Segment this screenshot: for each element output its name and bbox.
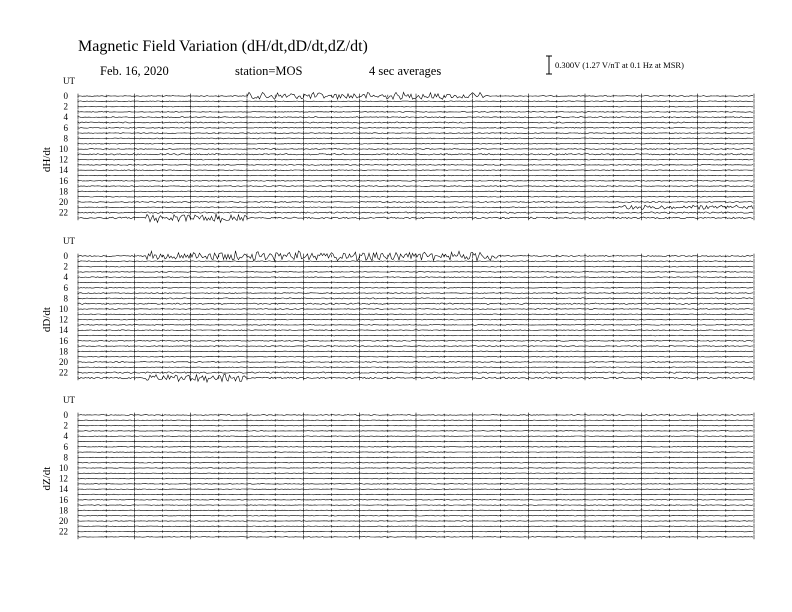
- hour-label: 16: [59, 175, 68, 186]
- trace-line: [78, 447, 753, 448]
- hour-label: 18: [59, 346, 68, 357]
- trace-line: [78, 478, 753, 479]
- trace-line: [78, 261, 753, 262]
- ut-axis-label: UT: [63, 395, 75, 405]
- trace-line: [78, 143, 753, 144]
- trace-line: [78, 186, 753, 187]
- averaging-label: 4 sec averages: [369, 64, 442, 78]
- hour-label: 4: [63, 431, 68, 442]
- hour-label: 12: [59, 154, 68, 165]
- trace-line: [78, 287, 753, 288]
- chart-title: Magnetic Field Variation (dH/dt,dD/dt,dZ/dt): [78, 38, 368, 55]
- trace-line: [78, 505, 753, 506]
- hour-label: 8: [63, 452, 68, 463]
- trace-line: [78, 196, 753, 197]
- hour-label: 2: [63, 101, 68, 112]
- component-axis-label: dD/dt: [41, 307, 53, 333]
- hour-label: 2: [63, 261, 68, 272]
- hour-label: 22: [59, 367, 68, 378]
- component-axis-label: dH/dt: [41, 147, 53, 173]
- trace-line: [78, 272, 753, 273]
- trace-line: [78, 277, 753, 278]
- panel-dD-dt: [41, 236, 754, 382]
- trace-line: [78, 202, 753, 203]
- trace-line: [78, 212, 753, 214]
- hour-label: 0: [63, 410, 68, 420]
- scale-label: 0.300V (1.27 V/nT at 0.1 Hz at MSR): [555, 60, 684, 70]
- trace-line: [78, 325, 753, 326]
- hour-label: 8: [63, 133, 68, 144]
- trace-line: [78, 526, 753, 527]
- trace-line: [78, 92, 753, 99]
- trace-line: [78, 205, 753, 209]
- trace-line: [78, 521, 753, 522]
- panel-dH-dt: [41, 76, 754, 222]
- hour-label: 0: [63, 91, 68, 101]
- ut-axis-label: UT: [63, 236, 75, 246]
- trace-line: [78, 106, 753, 107]
- trace-line: [78, 531, 753, 532]
- trace-line: [78, 298, 753, 299]
- trace-line: [78, 340, 753, 341]
- scale-bar: [546, 56, 552, 74]
- trace-line: [78, 372, 753, 374]
- hour-label: 2: [63, 420, 68, 431]
- trace-line: [78, 319, 753, 320]
- trace-line: [78, 330, 753, 331]
- hour-label: 6: [63, 122, 68, 133]
- trace-line: [78, 484, 753, 485]
- hour-label: 18: [59, 186, 68, 197]
- trace-line: [78, 117, 753, 118]
- trace-line: [78, 500, 753, 501]
- trace-line: [78, 489, 753, 490]
- trace-line: [78, 415, 753, 416]
- hour-label: 20: [59, 516, 68, 526]
- trace-line: [78, 138, 753, 139]
- hour-label: 6: [63, 441, 68, 452]
- trace-line: [78, 282, 753, 283]
- trace-line: [78, 154, 753, 156]
- trace-line: [78, 436, 753, 437]
- hour-label: 18: [59, 505, 68, 516]
- trace-line: [78, 420, 753, 421]
- hour-label: 12: [59, 314, 68, 325]
- trace-line: [78, 314, 753, 315]
- hour-label: 10: [59, 144, 68, 154]
- trace-line: [78, 346, 753, 347]
- date-label: Feb. 16, 2020: [100, 64, 169, 78]
- trace-line: [78, 170, 753, 171]
- trace-line: [78, 122, 753, 123]
- trace-line: [78, 425, 753, 426]
- hour-label: 10: [59, 463, 68, 473]
- hour-label: 22: [59, 526, 68, 537]
- hour-label: 16: [59, 335, 68, 346]
- trace-line: [78, 266, 753, 267]
- trace-line: [78, 457, 753, 458]
- trace-line: [78, 214, 753, 222]
- hour-label: 0: [63, 251, 68, 261]
- trace-line: [78, 441, 753, 442]
- hour-label: 12: [59, 473, 68, 484]
- trace-line: [78, 149, 753, 150]
- trace-line: [78, 293, 753, 294]
- hour-label: 6: [63, 282, 68, 293]
- trace-line: [78, 515, 753, 516]
- trace-line: [78, 335, 753, 336]
- trace-line: [78, 251, 753, 261]
- trace-line: [78, 159, 753, 160]
- trace-line: [78, 462, 753, 463]
- hour-label: 14: [59, 484, 68, 495]
- trace-line: [78, 510, 753, 511]
- hour-label: 14: [59, 325, 68, 336]
- trace-line: [78, 127, 753, 128]
- trace-line: [78, 494, 753, 495]
- component-axis-label: dZ/dt: [41, 466, 53, 491]
- trace-line: [78, 112, 753, 113]
- trace-line: [78, 537, 753, 538]
- hour-label: 8: [63, 293, 68, 304]
- trace-line: [78, 180, 753, 181]
- trace-line: [78, 468, 753, 469]
- trace-line: [78, 309, 753, 310]
- trace-line: [78, 367, 753, 368]
- trace-line: [78, 101, 753, 102]
- trace-line: [78, 356, 753, 357]
- trace-line: [78, 133, 753, 134]
- hour-label: 14: [59, 165, 68, 176]
- hour-label: 20: [59, 357, 68, 367]
- hour-label: 4: [63, 112, 68, 123]
- trace-line: [78, 175, 753, 176]
- hour-label: 22: [59, 207, 68, 218]
- trace-line: [78, 431, 753, 432]
- ut-axis-label: UT: [63, 76, 75, 86]
- hour-label: 10: [59, 304, 68, 314]
- panel-dZ-dt: [41, 395, 754, 539]
- trace-line: [78, 165, 753, 166]
- hour-label: 20: [59, 197, 68, 207]
- trace-line: [78, 374, 753, 382]
- trace-line: [78, 362, 753, 363]
- hour-label: 16: [59, 494, 68, 505]
- trace-line: [78, 351, 753, 352]
- station-label: station=MOS: [235, 64, 303, 78]
- trace-line: [78, 191, 753, 192]
- trace-line: [78, 303, 753, 304]
- trace-line: [78, 473, 753, 474]
- hour-label: 4: [63, 272, 68, 283]
- trace-line: [78, 452, 753, 453]
